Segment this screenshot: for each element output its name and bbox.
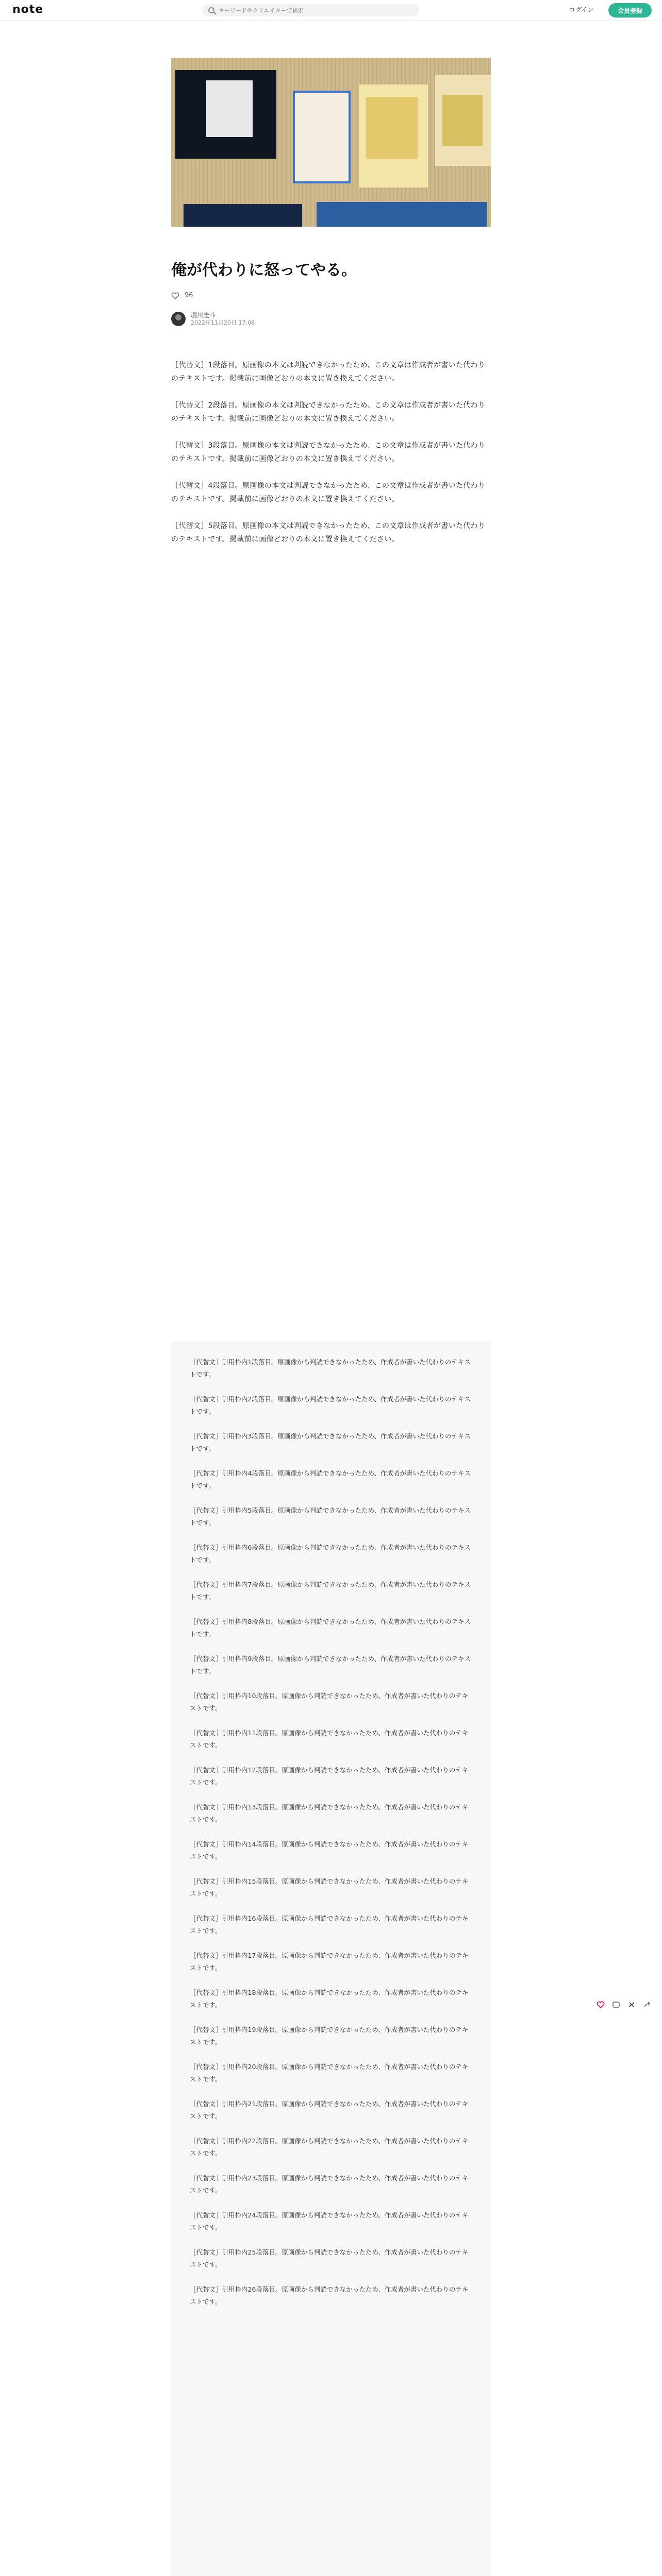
book-cover-3 — [359, 84, 428, 188]
signup-button[interactable]: 会員登録 — [608, 3, 652, 18]
letter-paragraph: ［代替文］引用枠内15段落目。原画像から判読できなかったため、作成者が書いた代わりのテキストです。 — [190, 1877, 469, 1897]
letter-paragraph: ［代替文］引用枠内24段落目。原画像から判読できなかったため、作成者が書いた代わりのテキストです。 — [190, 2211, 469, 2231]
letter-paragraph: ［代替文］引用枠内18段落目。原画像から判読できなかったため、作成者が書いた代わりのテキストです。 — [190, 1989, 469, 2009]
letter-paragraph: ［代替文］引用枠内8段落目。原画像から判読できなかったため、作成者が書いた代わりのテキストです。 — [190, 1618, 471, 1638]
letter-paragraph: ［代替文］引用枠内26段落目。原画像から判読できなかったため、作成者が書いた代わりのテキストです。 — [190, 2285, 469, 2306]
letter-paragraph: ［代替文］引用枠内19段落目。原画像から判読できなかったため、作成者が書いた代わりのテキストです。 — [190, 2026, 469, 2046]
article-title: 俺が代わりに怒ってやる。 — [171, 261, 357, 279]
letter-paragraph: ［代替文］引用枠内2段落目。原画像から判読できなかったため、作成者が書いた代わりのテキストです。 — [190, 1395, 471, 1415]
body-paragraph: ［代替文］3段落目。原画像の本文は判読できなかったため、この文章は作成者が書いた代わりのテキストです。掲載前に画像どおりの本文に置き換えてください。 — [171, 442, 486, 463]
letter-paragraph: ［代替文］引用枠内5段落目。原画像から判読できなかったため、作成者が書いた代わりのテキストです。 — [190, 1506, 471, 1527]
search-box[interactable] — [202, 4, 419, 16]
more-icon[interactable] — [611, 2000, 621, 2009]
book-cover-1 — [175, 70, 276, 159]
publish-date: 2022年11月20日 17:06 — [191, 319, 255, 326]
site-header — [0, 0, 662, 21]
hero-image — [171, 58, 491, 227]
body-paragraph: ［代替文］2段落目。原画像の本文は判読できなかったため、この文章は作成者が書いた代わりのテキストです。掲載前に画像どおりの本文に置き換えてください。 — [171, 401, 486, 423]
letter-paragraph: ［代替文］引用枠内7段落目。原画像から判読できなかったため、作成者が書いた代わりのテキストです。 — [190, 1581, 471, 1601]
letter-paragraph: ［代替文］引用枠内10段落目。原画像から判読できなかったため、作成者が書いた代わりのテキストです。 — [190, 1692, 469, 1712]
letter-paragraph: ［代替文］引用枠内11段落目。原画像から判読できなかったため、作成者が書いた代わりのテキストです。 — [190, 1729, 469, 1749]
body-paragraph: ［代替文］5段落目。原画像の本文は判読できなかったため、この文章は作成者が書いた代わりのテキストです。掲載前に画像どおりの本文に置き換えてください。 — [171, 522, 486, 544]
letter-paragraph: ［代替文］引用枠内9段落目。原画像から判読できなかったため、作成者が書いた代わりのテキストです。 — [190, 1655, 471, 1675]
floating-actions — [596, 2000, 652, 2009]
login-link[interactable]: ログイン — [569, 6, 594, 13]
letter-paragraph: ［代替文］引用枠内20段落目。原画像から判読できなかったため、作成者が書いた代わりのテキストです。 — [190, 2063, 469, 2083]
avatar[interactable] — [171, 312, 186, 326]
search-input[interactable] — [219, 7, 404, 14]
author-block[interactable] — [171, 311, 255, 327]
like-count: 96 — [185, 292, 193, 299]
letter-paragraph: ［代替文］引用枠内1段落目。原画像から判読できなかったため、作成者が書いた代わりのテキストです。 — [190, 1358, 471, 1378]
article-body — [171, 359, 491, 560]
quoted-letter — [171, 1342, 491, 2576]
twitter-icon[interactable] — [627, 2000, 636, 2009]
letter-paragraph: ［代替文］引用枠内23段落目。原画像から判読できなかったため、作成者が書いた代わりのテキストです。 — [190, 2174, 469, 2194]
note-logo[interactable]: note — [12, 3, 44, 16]
letter-paragraph: ［代替文］引用枠内4段落目。原画像から判読できなかったため、作成者が書いた代わりのテキストです。 — [190, 1469, 471, 1489]
letter-paragraph: ［代替文］引用枠内13段落目。原画像から判読できなかったため、作成者が書いた代わりのテキストです。 — [190, 1803, 469, 1823]
heart-icon[interactable] — [171, 292, 179, 299]
like-area[interactable] — [171, 292, 193, 299]
letter-paragraph: ［代替文］引用枠内14段落目。原画像から判読できなかったため、作成者が書いた代わりのテキストです。 — [190, 1840, 469, 1860]
letter-paragraph: ［代替文］引用枠内12段落目。原画像から判読できなかったため、作成者が書いた代わりのテキストです。 — [190, 1766, 469, 1786]
author-name[interactable]: 堀川圭斗 — [191, 312, 216, 319]
search-icon — [208, 7, 214, 13]
letter-paragraph: ［代替文］引用枠内6段落目。原画像から判読できなかったため、作成者が書いた代わりのテキストです。 — [190, 1544, 471, 1564]
letter-paragraph: ［代替文］引用枠内22段落目。原画像から判読できなかったため、作成者が書いた代わりのテキストです。 — [190, 2137, 469, 2157]
letter-paragraph: ［代替文］引用枠内17段落目。原画像から判読できなかったため、作成者が書いた代わりのテキストです。 — [190, 1952, 469, 1972]
book-cover-6 — [317, 202, 487, 227]
letter-paragraph: ［代替文］引用枠内16段落目。原画像から判読できなかったため、作成者が書いた代わりのテキストです。 — [190, 1914, 469, 1935]
letter-paragraph: ［代替文］引用枠内25段落目。原画像から判読できなかったため、作成者が書いた代わりのテキストです。 — [190, 2248, 469, 2268]
book-cover-4 — [435, 75, 491, 166]
book-cover-5 — [184, 204, 302, 227]
share-icon[interactable] — [642, 2000, 652, 2009]
body-paragraph: ［代替文］1段落目。原画像の本文は判読できなかったため、この文章は作成者が書いた代わりのテキストです。掲載前に画像どおりの本文に置き換えてください。 — [171, 361, 486, 383]
body-paragraph: ［代替文］4段落目。原画像の本文は判読できなかったため、この文章は作成者が書いた代わりのテキストです。掲載前に画像どおりの本文に置き換えてください。 — [171, 482, 486, 503]
letter-paragraph: ［代替文］引用枠内21段落目。原画像から判読できなかったため、作成者が書いた代わりのテキストです。 — [190, 2100, 469, 2120]
heart-icon[interactable] — [596, 2000, 605, 2009]
book-cover-2 — [293, 91, 351, 183]
letter-paragraph: ［代替文］引用枠内3段落目。原画像から判読できなかったため、作成者が書いた代わりのテキストです。 — [190, 1432, 471, 1452]
